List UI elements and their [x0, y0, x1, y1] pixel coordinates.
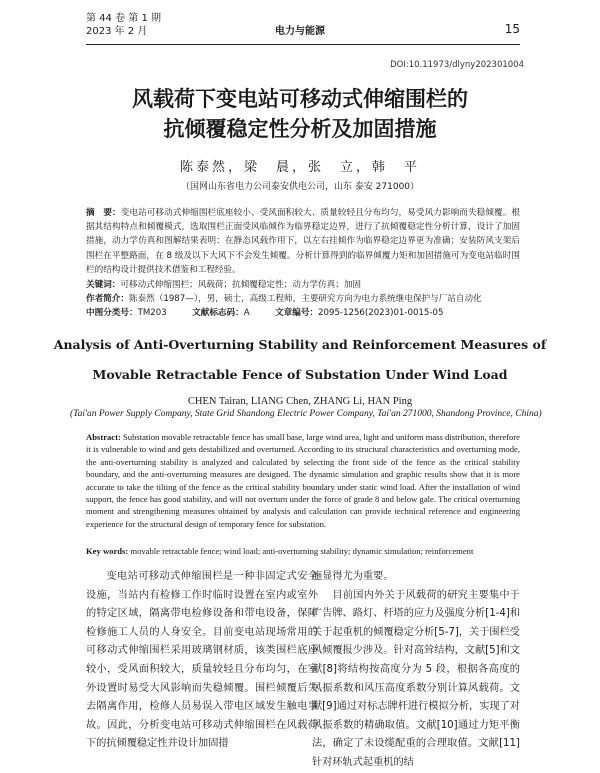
- header-rule: [86, 44, 520, 45]
- doc-code-label: 文献标志码：: [192, 308, 244, 318]
- article-id-value: 2095-1256(2023)01-0015-05: [318, 308, 444, 318]
- keywords-cn-text: 可移动式伸缩围栏；风载荷；抗倾覆稳定性；动力学仿真；加固: [120, 280, 362, 290]
- abstract-cn-text: 变电站可移动式伸缩围栏底座较小、受风面积较大、质量较轻且分布均匀，易受风力影响而失稳倾覆。根据其结构特点和倾覆模式，选取围栏正面受风临倾作为临界稳定边界，进行了抗倾覆稳定性分析计算，设计了加固措施，动力学仿真和图解结果表明：在静态风载作用下，以左右挂倾作为临界稳定边界更为准确；安装防风支架后围栏在平整路面，在 8 级及以下大风下不会发生倾覆。分析计算得到的临界倾覆力矩和加固措施可为变电站临时围栏的结构设计提供技术借鉴和工程经验。: [86, 208, 520, 275]
- authors-en: CHEN Tairan, LIANG Chen, ZHANG Li, HAN Ping: [187, 396, 413, 407]
- volume-issue: 第 44 卷 第 1 期: [86, 13, 161, 24]
- title-en-line2: Movable Retractable Fence of Substation Under Wind Load: [92, 367, 508, 382]
- body-column-right: [312, 568, 520, 773]
- keywords-en-text: movable retractable fence; wind load; anti-overturning stability; dynamic simulation; reinforcement: [130, 546, 474, 556]
- title-cn-line1: 风载荷下变电站可移动式伸缩围栏的: [132, 86, 468, 111]
- title-en: [0, 330, 600, 390]
- doi: DOI:10.11973/dlyny202301004: [390, 60, 524, 70]
- abstract-cn-label: 摘 要：: [86, 208, 121, 218]
- keywords-cn: [86, 278, 520, 292]
- abstract-en: [86, 431, 520, 530]
- abstract-en-label: Abstract:: [86, 432, 121, 442]
- body-paragraph: 目前国内外关于风载荷的研究主要集中于广告牌、路灯、杆塔的应力及强度分析[1-4]和关于起重机的倾覆稳定分析[5-7]，关于围栏受风倾覆报少涉及。针对高耸结构，文献[5]和文献[8]将结构按高度分为 5 段，根据各高度的风振系数和风压高度系数分别计算风载荷。文献[9]通过对标志牌杆进行模拟分析，实现了对风振系数的精确取值。文献[10]通过力矩平衡法，确定了未设缆配重的合理取值。文献[11]针对环轨式起重机的结: [312, 589, 520, 768]
- author-info-label: 作者简介：: [86, 294, 129, 304]
- author-info: [86, 292, 520, 306]
- abstract-cn: [86, 206, 520, 277]
- body-column-left: [86, 568, 318, 754]
- keywords-cn-label: 关键词：: [86, 280, 121, 290]
- article-id-label: 文章编号：: [275, 308, 319, 318]
- affiliation-cn: （国网山东省电力公司泰安供电公司，山东 泰安 271000）: [180, 182, 420, 192]
- clc-value: TM203: [137, 308, 167, 318]
- title-cn: [0, 84, 600, 144]
- body-paragraph: 施显得尤为重要。: [312, 571, 394, 582]
- doc-code-value: A: [243, 308, 250, 318]
- body-paragraph: 变电站可移动式伸缩围栏是一种非固定式安全设施，当站内有检修工作时临时设置在室内或室外的特定区域，隔离带电检修设备和带电设备，保障检修施工人员的人身安全。目前变电站现场常用的可移动式伸缩围栏采用玻璃钢材质，该类围栏底座较小，受风面积较大，质量较轻且分布均匀，在室外设置时易受大风影响而失稳倾覆。围栏倾覆后失去隔离作用，检修人员易误入带电区域发生触电事故。因此，分析变电站可移动式伸缩围栏在风载荷下的抗倾覆稳定性并设计加固措: [86, 571, 318, 750]
- clc-label: 中图分类号：: [86, 308, 138, 318]
- journal-name: 电力与能源: [275, 26, 325, 37]
- title-cn-line2: 抗倾覆稳定性分析及加固措施: [163, 116, 437, 141]
- keywords-en-label: Key words:: [86, 546, 129, 556]
- abstract-en-text: Substation movable retractable fence has small base, large wind area, light and uniform mass distribution, therefore it is vulnerable to wind and gets destabilized and overturned. According to its structural characteristics and overturning mode, the anti-overturning stability is analyzed and calculated by selecting the front side of the fence as the critical stability boundary, and the anti-overturning measures are designed. The dynamic simulation and graphic results show that it is more accurate to take the tilting of the fence as the critical stability boundary under static wind load. After the installation of wind support, the fence has good stability, and will not overturn under the force of grade 8 and below gale. The critical overturning moment and strengthening measures obtained by analysis and calculation can provide technical reference and engineering experience for the structural design of temporary fence for substation.: [86, 432, 520, 529]
- page-number: 15: [504, 22, 520, 36]
- publication-date: 2023 年 2 月: [86, 26, 148, 37]
- affiliation-en: (Tai'an Power Supply Company, State Grid Shandong Electric Power Company, Tai'an 271000, Shandong Province, China): [70, 409, 542, 419]
- keywords-en: [86, 546, 520, 556]
- title-en-line1: Analysis of Anti-Overturning Stability and Reinforcement Measures of: [53, 337, 547, 352]
- authors-cn: 陈泰然，梁 晨，张 立，韩 平: [179, 160, 420, 175]
- author-info-text: 陈泰然（1987—），男，硕士，高级工程师，主要研究方向为电力系统继电保护与厂站自动化: [128, 294, 482, 304]
- classification-line: [86, 306, 520, 318]
